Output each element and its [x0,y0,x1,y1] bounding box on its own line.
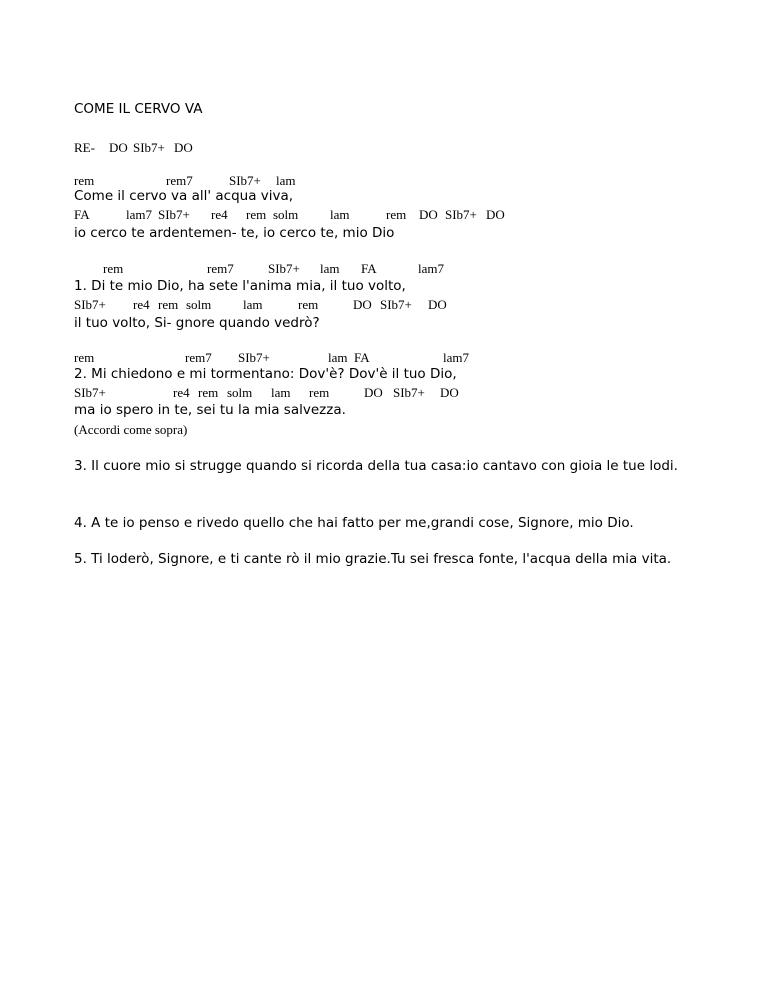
verse-paragraph: 3. Il cuore mio si strugge quando si ricorda della tua casa:io cantavo con gioia le tue lodi. [74,458,678,474]
chord: rem [298,297,319,312]
chord: lam [328,350,348,365]
chord: solm [273,207,299,222]
chord: lam [243,297,263,312]
chord: SIb7+ [229,173,261,188]
chord: rem [74,173,95,188]
chord: lam7 [418,261,444,276]
chord: SIb7+ [158,207,190,222]
chord: rem [246,207,267,222]
chord: FA [74,207,90,222]
chord: lam [330,207,350,222]
chord: DO [353,297,372,312]
lyric-line: 2. Mi chiedono e mi tormentano: Dov'è? Dov'è il tuo Dio, [74,366,457,382]
lyric-line: ma io spero in te, sei tu la mia salvezza. [74,402,346,418]
chord: rem [309,385,330,400]
chord: rem7 [185,350,212,365]
chord: lam [320,261,340,276]
chord: DO [486,207,505,222]
chord: lam7 [126,207,152,222]
chord: re4 [173,385,190,400]
verse-paragraph: 4. A te io penso e rivedo quello che hai fatto per me,grandi cose, Signore, mio Dio. [74,515,634,531]
chord: solm [186,297,212,312]
chord: lam [271,385,291,400]
chord: SIb7+ [445,207,477,222]
chord: FA [361,261,377,276]
chord: SIb7+ [74,297,106,312]
chord: SIb7+ [268,261,300,276]
chord: lam [276,173,296,188]
chord: re4 [211,207,228,222]
chord: rem [386,207,407,222]
chord: SIb7+ [393,385,425,400]
chord: DO [174,140,193,155]
chord: DO [440,385,459,400]
lyric-line: il tuo volto, Si- gnore quando vedrò? [74,315,320,331]
verse-paragraph: 5. Ti loderò, Signore, e ti cante rò il mio grazie.Tu sei fresca fonte, l'acqua della mia vita. [74,551,672,567]
chord: SIb7+ [133,140,165,155]
chord: SIb7+ [238,350,270,365]
chord: re4 [133,297,150,312]
chord: lam7 [443,350,469,365]
chord: DO [428,297,447,312]
lyric-line: Come il cervo va all' acqua viva, [74,188,294,204]
chord: RE- [74,140,95,155]
lyric-line: 1. Di te mio Dio, ha sete l'anima mia, il tuo volto, [74,278,406,294]
chord: rem7 [166,173,193,188]
chord: DO [419,207,438,222]
chord: rem [198,385,219,400]
chord: rem [158,297,179,312]
chord: FA [354,350,370,365]
chord: rem [74,350,95,365]
chord: SIb7+ [74,385,106,400]
chord: rem7 [207,261,234,276]
chord: DO [109,140,128,155]
song-title: COME IL CERVO VA [74,101,203,117]
lyric-line: io cerco te ardentemen- te, io cerco te, mio Dio [74,225,395,241]
chord: rem [103,261,124,276]
chord-note: (Accordi come sopra) [74,422,188,437]
chord: solm [227,385,253,400]
chord: DO [364,385,383,400]
chord: SIb7+ [380,297,412,312]
